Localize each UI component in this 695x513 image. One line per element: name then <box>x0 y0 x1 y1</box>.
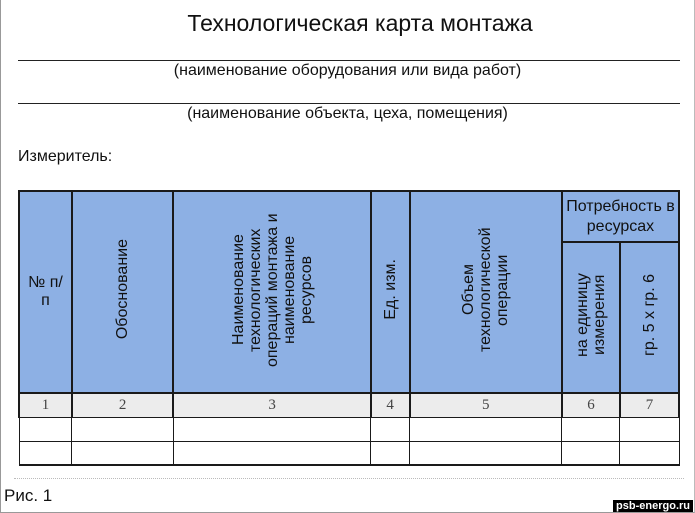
col-number: 2 <box>72 393 173 417</box>
header-operations: Наименование технологических операций монтажа и наименование ресурсов <box>173 191 370 393</box>
divider <box>18 103 680 104</box>
page-title: Технологическая карта монтажа <box>187 10 533 36</box>
header-basis: Обоснование <box>72 191 173 393</box>
col-number: 4 <box>371 393 410 417</box>
cell <box>371 417 410 441</box>
cell <box>173 417 370 441</box>
cell <box>19 417 72 441</box>
table-row <box>19 417 679 441</box>
watermark: psb-energo.ru <box>613 500 693 512</box>
caption-equipment: (наименование оборудования или вида работ) <box>173 62 522 79</box>
col-number: 1 <box>19 393 72 417</box>
cell <box>620 441 679 465</box>
cell <box>620 417 679 441</box>
col-number: 6 <box>562 393 620 417</box>
tech-card-table <box>18 190 680 466</box>
cell <box>72 441 173 465</box>
cell <box>72 417 173 441</box>
divider <box>18 60 680 61</box>
header-per-unit: на единицу измерения <box>562 242 620 393</box>
header-volume: Объем технологической операции <box>410 191 562 393</box>
header-number: № п/п <box>19 191 72 393</box>
col-number: 7 <box>620 393 679 417</box>
meter-label: Измеритель: <box>18 148 113 165</box>
cell <box>410 441 562 465</box>
col-number: 5 <box>410 393 562 417</box>
cell <box>562 417 620 441</box>
cell <box>410 417 562 441</box>
cell <box>173 441 370 465</box>
col-number: 3 <box>173 393 370 417</box>
header-resources: Потребность в ресурсах <box>562 191 679 242</box>
divider <box>14 478 684 479</box>
header-unit: Ед. изм. <box>371 191 410 393</box>
header-total: гр. 5 х гр. 6 <box>620 242 679 393</box>
figure-label: Рис. 1 <box>4 486 53 505</box>
cell <box>371 441 410 465</box>
table-row <box>19 441 679 465</box>
cell <box>562 441 620 465</box>
cell <box>19 441 72 465</box>
caption-object: (наименование объекта, цеха, помещения) <box>187 105 508 122</box>
